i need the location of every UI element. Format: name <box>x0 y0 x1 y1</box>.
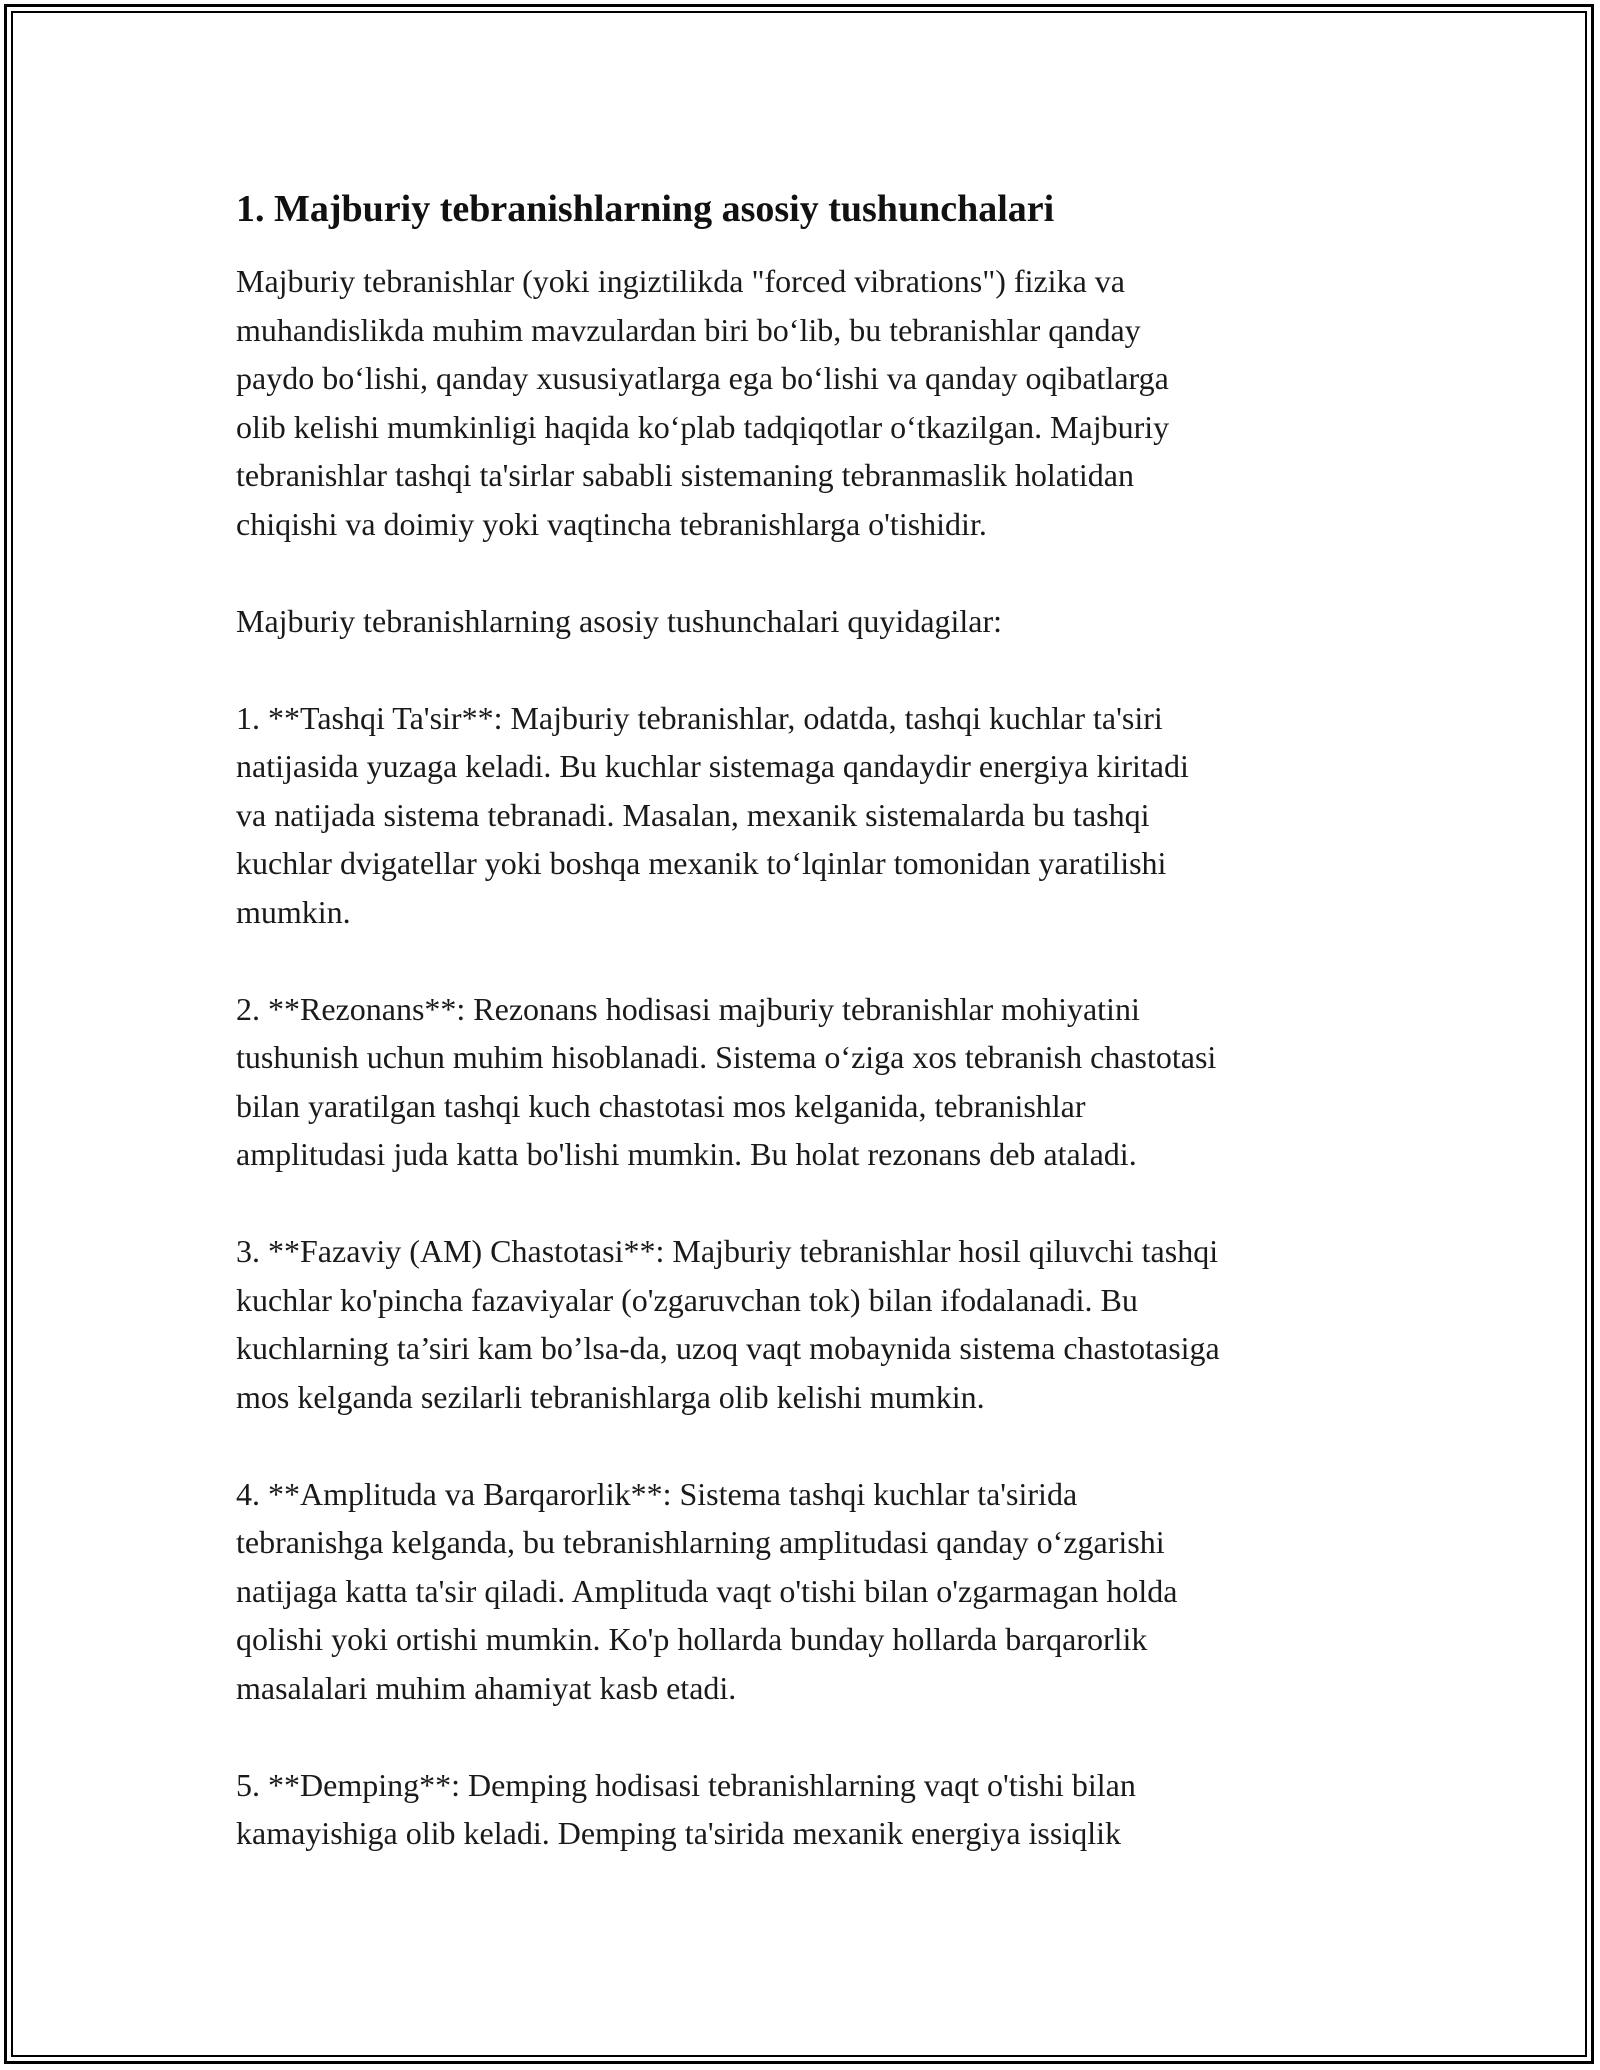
text-line: va natijada sistema tebranadi. Masalan, mexanik sistemalarda bu tashqi <box>236 796 1150 833</box>
text-line: kuchlar dvigatellar yoki boshqa mexanik to‘lqinlar tomonidan yaratilishi <box>236 845 1167 881</box>
document-title: 1. Majburiy tebranishlarning asosiy tushunchalari <box>236 188 1055 230</box>
text-line: qolishi yoki ortishi mumkin. Ko'p hollarda bunday hollarda barqarorlik <box>236 1621 1148 1657</box>
text-line: chiqishi va doimiy yoki vaqtincha tebranishlarga o'tishidir. <box>236 505 987 542</box>
text-line: kamayishiga olib keladi. Demping ta'sirida mexanik energiya issiqlik <box>236 1815 1121 1851</box>
text-line: natijaga katta ta'sir qiladi. Amplituda vaqt o'tishi bilan o'zgarmagan holda <box>236 1572 1178 1609</box>
text-line: amplitudasi juda katta bo'lishi mumkin. Bu holat rezonans deb ataladi. <box>236 1136 1137 1172</box>
text-line: 4. **Amplituda va Barqarorlik**: Sistema tashqi kuchlar ta'sirida <box>236 1475 1078 1512</box>
text-line: bilan yaratilgan tashqi kuch chastotasi mos kelganida, tebranishlar <box>236 1087 1086 1124</box>
text-line: tebranishga kelganda, bu tebranishlarning amplitudasi qanday o‘zgarishi <box>236 1524 1165 1560</box>
text-line: kuchlar ko'pincha fazaviyalar (o'zgaruvchan tok) bilan ifodalanadi. Bu <box>236 1281 1138 1318</box>
text-line: tebranishlar tashqi ta'sirlar sababli sistemaning tebranmaslik holatidan <box>236 457 1134 493</box>
text-line: 5. **Demping**: Demping hodisasi tebranishlarning vaqt o'tishi bilan <box>236 1766 1136 1803</box>
text-line: mos kelganda sezilarli tebranishlarga olib kelishi mumkin. <box>236 1378 985 1415</box>
list-item-3 <box>236 1227 1386 1421</box>
text-line: natijasida yuzaga keladi. Bu kuchlar sistemaga qandaydir energiya kiritadi <box>236 748 1189 784</box>
text-line: muhandislikda muhim mavzulardan biri bo‘lib, bu tebranishlar qanday <box>236 311 1141 348</box>
text-line: 2. **Rezonans**: Rezonans hodisasi majburiy tebranishlar mohiyatini <box>236 990 1140 1027</box>
list-item-4 <box>236 1470 1386 1713</box>
text-line: paydo bo‘lishi, qanday xususiyatlarga ega bo‘lishi va qanday oqibatlarga <box>236 360 1169 396</box>
text-line: Majburiy tebranishlarning asosiy tushunchalari quyidagilar: <box>236 602 1003 639</box>
text-line: mumkin. <box>236 893 351 930</box>
paragraph-intro <box>236 257 1386 548</box>
text-line: 1. **Tashqi Ta'sir**: Majburiy tebranishlar, odatda, tashqi kuchlar ta'siri <box>236 699 1163 736</box>
document-page <box>236 185 1386 1906</box>
text-line: 3. **Fazaviy (AM) Chastotasi**: Majburiy tebranishlar hosil qiluvchi tashqi <box>236 1233 1219 1269</box>
text-line: olib kelishi mumkinligi haqida ko‘plab tadqiqotlar o‘tkazilgan. Majburiy <box>236 408 1170 445</box>
text-line: kuchlarning ta’siri kam bo’lsa-da, uzoq vaqt mobaynida sistema chastotasiga <box>236 1330 1220 1366</box>
text-line: tushunish uchun muhim hisoblanadi. Sistema o‘ziga xos tebranish chastotasi <box>236 1039 1217 1075</box>
list-item-1 <box>236 694 1386 937</box>
paragraph-list-intro <box>236 597 1386 646</box>
list-item-5 <box>236 1761 1386 1858</box>
text-line: Majburiy tebranishlar (yoki ingiztilikda "forced vibrations") fizika va <box>236 263 1125 299</box>
text-line: masalalari muhim ahamiyat kasb etadi. <box>236 1669 737 1706</box>
list-item-2 <box>236 985 1386 1179</box>
